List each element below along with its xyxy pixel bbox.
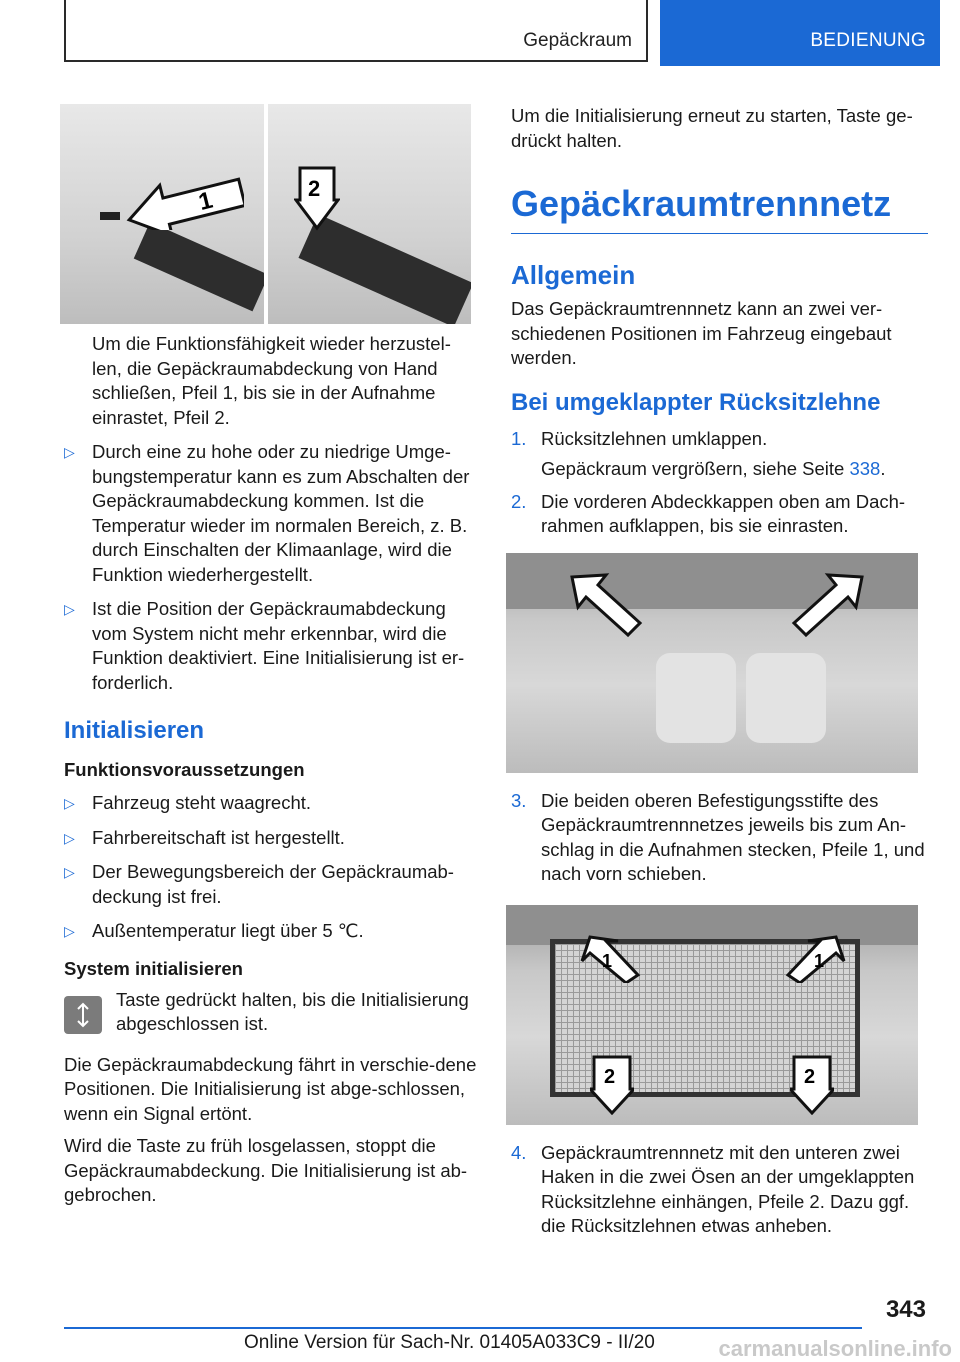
- list-item: ▷ Außentemperatur liegt über 5 ℃.: [64, 919, 478, 944]
- page-link[interactable]: 338: [849, 458, 881, 479]
- triangle-bullet-icon: ▷: [64, 923, 75, 939]
- step-number: 1.: [511, 427, 527, 449]
- triangle-bullet-icon: ▷: [64, 864, 75, 880]
- list-item: ▷ Fahrbereitschaft ist hergestellt.: [64, 826, 478, 851]
- paragraph-abort: Wird die Taste zu früh losgelassen, stoppt die Gepäckraumabdeckung. Die Initialisierung ist ab-gebrochen.: [64, 1135, 468, 1205]
- right-column: [511, 104, 928, 1247]
- subheading-prereq: Funktionsvoraussetzungen: [64, 759, 305, 780]
- arrow-1-left-icon: [578, 935, 642, 983]
- arrow-1-icon: [124, 160, 244, 230]
- page-header: [64, 0, 940, 66]
- list-item: ▷ Der Bewegungsbereich der Gepäckraumab-deckung ist frei.: [64, 861, 454, 907]
- step-number: 2.: [511, 490, 527, 512]
- figure-label-2: 2: [307, 176, 320, 201]
- cover-closing-figure: [60, 104, 471, 324]
- footer-text: Online Version für Sach-Nr. 01405A033C9 - II/20: [244, 1332, 655, 1353]
- section-title: Gepäckraum: [523, 30, 632, 51]
- subheading-system: System initialisieren: [64, 957, 243, 979]
- general-text: Das Gepäckraumtrennnetz kann an zwei ver-schiedenen Positionen im Fahrzeug eingebaut werden.: [511, 298, 892, 368]
- heading-folded-seat: Bei umgeklappter Rücksitzlehne: [511, 388, 881, 416]
- list-item: ▷ Durch eine zu hohe oder zu niedrige Umge-bungstemperatur kann es zum Abschalten der Gepäckraumabdeckung kommen. Ist die Temperatur wieder im normalen Bereich, z. B. durch Einschalten der Klimaanlage, wird die Funktion wiederhergestellt.: [64, 441, 470, 585]
- chapter-title: BEDIENUNG: [810, 30, 926, 51]
- arrow-left-icon: [566, 569, 646, 639]
- chapter-tab: [660, 0, 940, 66]
- triangle-bullet-icon: ▷: [64, 444, 75, 460]
- section-box: [64, 0, 648, 62]
- figure-panel-1: [60, 104, 264, 324]
- list-item: ▷ Fahrzeug steht waagrecht.: [64, 791, 478, 816]
- arrow-1-right-icon: [784, 935, 848, 983]
- arrow-right-icon: [788, 569, 868, 639]
- step-item-4: 4. Gepäckraumtrennnetz mit den unteren zwei Haken in die zwei Ösen an der umgeklappten Rücksitzlehne einhängen, Pfeile 2. Dazu ggf. die Rücksitzlehnen etwas anheben.: [511, 1141, 915, 1236]
- triangle-bullet-icon: ▷: [64, 601, 75, 617]
- step-number: 4.: [511, 1141, 527, 1163]
- step-item-1: 1. Rücksitzlehnen umklappen. Gepäckraum vergrößern, siehe Seite 338.: [511, 427, 928, 482]
- warning-list: [64, 440, 478, 695]
- svg-text:1: 1: [602, 950, 613, 971]
- svg-text:2: 2: [604, 1065, 616, 1088]
- arrow-2-right-icon: [790, 1055, 834, 1115]
- page-number: 343: [885, 1296, 926, 1323]
- restart-text: Um die Initialisierung erneut zu starten, Taste ge-drückt halten.: [511, 105, 913, 151]
- step-list-2: [511, 789, 928, 887]
- system-init-row: [64, 988, 478, 1037]
- figure-label-1: 1: [195, 186, 216, 217]
- prereq-list: [64, 791, 478, 944]
- trunk-button-icon: [64, 996, 102, 1034]
- step-note: Gepäckraum vergrößern, siehe Seite 338.: [541, 458, 886, 479]
- net-mounting-figure: [506, 905, 918, 1125]
- left-column: [64, 104, 478, 1208]
- step-item-2: 2. Die vorderen Abdeckkappen oben am Dach-rahmen aufklappen, bis sie einrasten.: [511, 490, 906, 536]
- page-title: Gepäckraumtrennnetz: [511, 183, 928, 234]
- arrow-2-icon: [294, 166, 340, 232]
- intro-text: Um die Funktionsfähigkeit wieder herzustel-len, die Gepäckraumabdeckung von Hand schließen, Pfeil 1, bis sie in der Aufnahme einrastet, Pfeil 2.: [92, 333, 451, 428]
- svg-text:1: 1: [814, 950, 825, 971]
- step-list-3: [511, 1141, 928, 1239]
- step-number: 3.: [511, 789, 527, 811]
- roof-caps-figure: [506, 553, 918, 773]
- watermark: carmanualsonline.info: [718, 1336, 952, 1361]
- triangle-bullet-icon: ▷: [64, 795, 75, 811]
- arrow-2-left-icon: [590, 1055, 634, 1115]
- heading-general: Allgemein: [511, 260, 636, 290]
- paragraph-positions: Die Gepäckraumabdeckung fährt in verschie-dene Positionen. Die Initialisierung ist abge-schlossen, wenn ein Signal ertönt.: [64, 1053, 477, 1124]
- figure-panel-2: [268, 104, 472, 324]
- footer-divider: [64, 1327, 862, 1329]
- section-heading-init: Initialisieren: [64, 717, 205, 744]
- svg-text:2: 2: [804, 1065, 816, 1088]
- step-list: [511, 427, 928, 539]
- list-item: ▷ Ist die Position der Gepäckraumabdeckung vom System nicht mehr erkennbar, wird die Funktion deaktiviert. Eine Initialisierung ist er-forderlich.: [64, 598, 465, 693]
- system-init-text: Taste gedrückt halten, bis die Initialisierung abgeschlossen ist.: [116, 988, 469, 1034]
- triangle-bullet-icon: ▷: [64, 829, 75, 846]
- step-item-3: 3. Die beiden oberen Befestigungsstifte des Gepäckraumtrennnetzes jeweils bis zum An-schlag in die Aufnahmen stecken, Pfeile 1, und nach vorn schieben.: [511, 789, 925, 884]
